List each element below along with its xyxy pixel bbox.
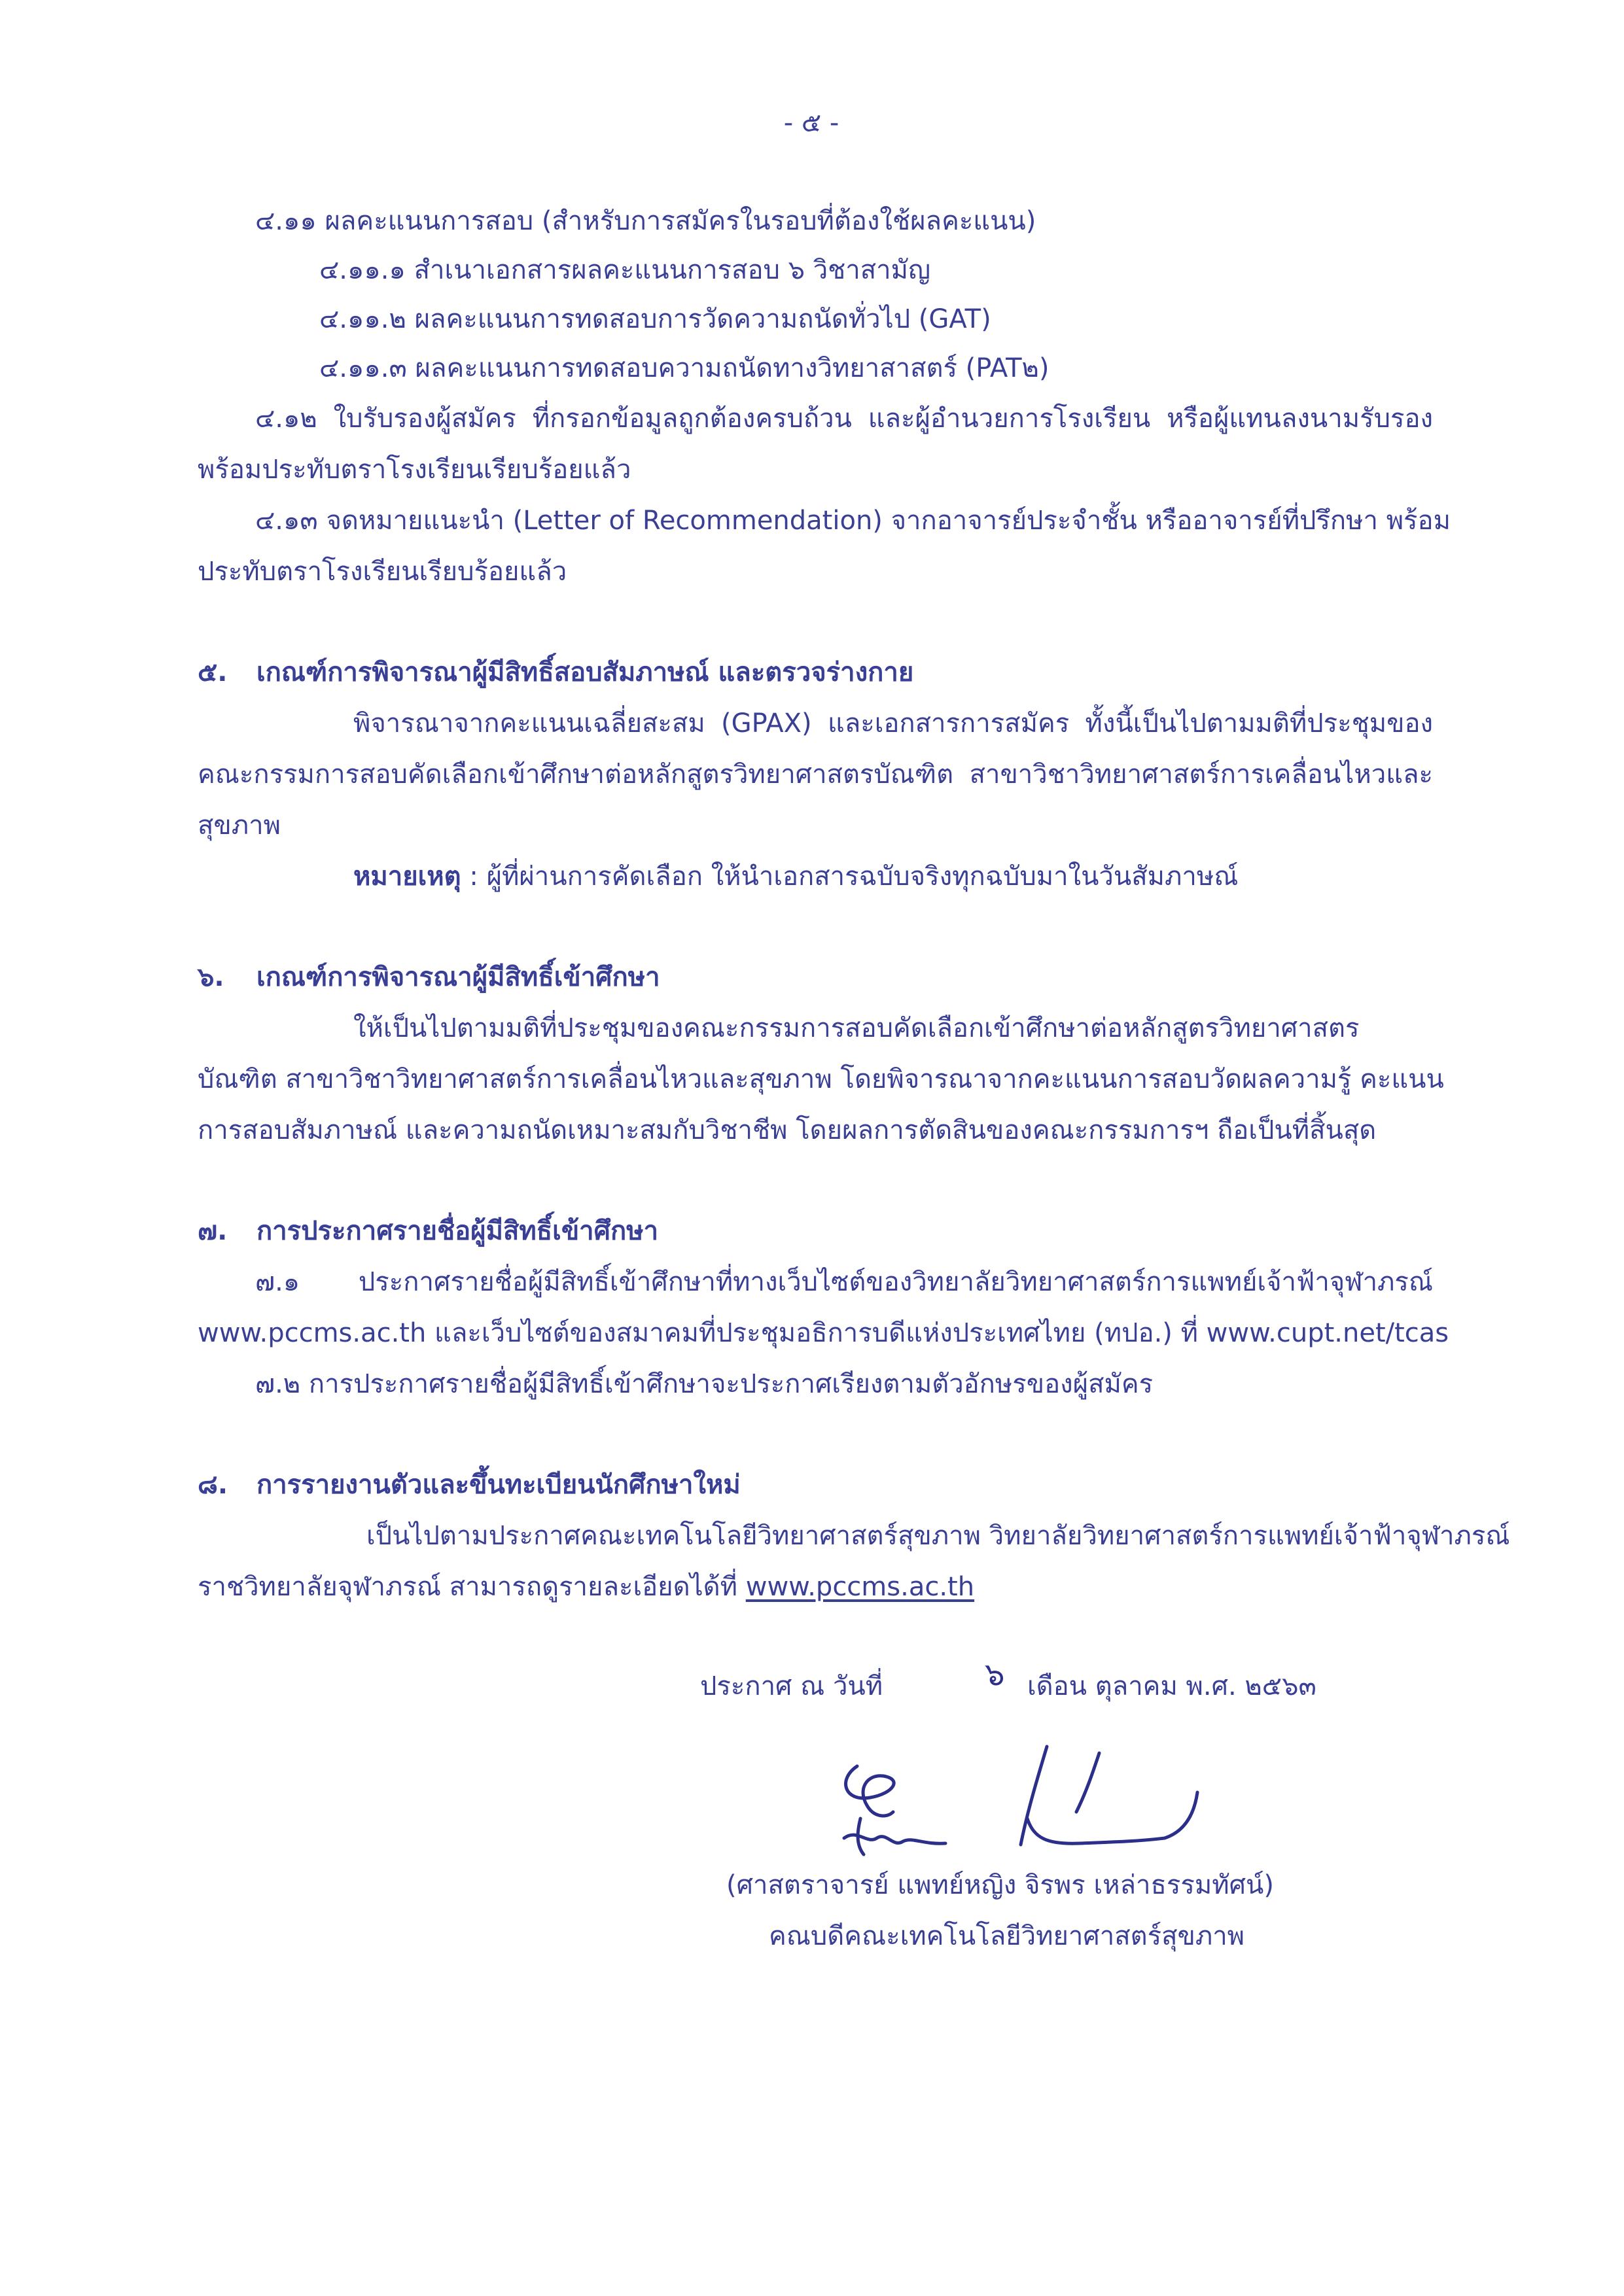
section-5-line3: สุขภาพ (198, 810, 281, 841)
announcement-day: ๖ (985, 1656, 1005, 1693)
signature-stroke-6 (1076, 1753, 1099, 1812)
item-4-13-line2: ประทับตราโรงเรียนเรียบร้อยแล้ว (198, 557, 567, 587)
section-8-line2 (198, 1569, 974, 1605)
section-8-number: ๘. (198, 1470, 228, 1500)
note-label: หมายเหตุ (353, 861, 461, 892)
section-8-line1: เป็นไปตามประกาศคณะเทคโนโลยีวิทยาศาสตร์สุขภาพ วิทยาลัยวิทยาศาสตร์การแพทย์เจ้าฟ้าจุฬาภรณ์ (366, 1521, 1510, 1551)
section-6-line3: การสอบสัมภาษณ์ และความถนัดเหมาะสมกับวิชาชีพ โดยผลการตัดสินของคณะกรรมการฯ ถือเป็นที่สิ้นสุด (198, 1115, 1377, 1145)
item-4-12-line2: พร้อมประทับตราโรงเรียนเรียบร้อยแล้ว (198, 455, 631, 485)
signatory-name: (ศาสตราจารย์ แพทย์หญิง จิรพร เหล่าธรรมทัศน์) (726, 1870, 1274, 1900)
section-7-item2: ๗.๒ การประกาศรายชื่อผู้มีสิทธิ์เข้าศึกษาจะประกาศเรียงตามตัวอักษรของผู้สมัคร (255, 1369, 1154, 1399)
signatory-title: คณบดีคณะเทคโนโลยีวิทยาศาสตร์สุขภาพ (769, 1921, 1245, 1951)
page-number: - ๕ - (783, 108, 839, 138)
item-4-11-title: ๔.๑๑ ผลคะแนนการสอบ (สำหรับการสมัครในรอบที่ต้องใช้ผลคะแนน) (255, 206, 1036, 236)
section-5-heading: เกณฑ์การพิจารณาผู้มีสิทธิ์สอบสัมภาษณ์ และตรวจร่างกาย (256, 657, 914, 687)
item-4-13-line1: ๔.๑๓ จดหมายแนะนำ (Letter of Recommendation) จากอาจารย์ประจำชั้น หรืออาจารย์ที่ปรึกษา พร้อม (255, 506, 1451, 536)
section-6-line2: บัณฑิต สาขาวิชาวิทยาศาสตร์การเคลื่อนไหวและสุขภาพ โดยพิจารณาจากคะแนนการสอบวัดผลความรู้ คะแนน (198, 1064, 1444, 1094)
note-text: : ผู้ที่ผ่านการคัดเลือก ให้นำเอกสารฉบับจริงทุกฉบับมาในวันสัมภาษณ์ (461, 861, 1239, 892)
item-4-12-line1: ๔.๑๒ ใบรับรองผู้สมัคร ที่กรอกข้อมูลถูกต้องครบถ้วน และผู้อำนวยการโรงเรียน หรือผู้แทนลงนามรับรอง (255, 404, 1433, 434)
section-7-item1-line1: ๗.๑ ประกาศรายชื่อผู้มีสิทธิ์เข้าศึกษาที่ทางเว็บไซต์ของวิทยาลัยวิทยาศาสตร์การแพทย์เจ้าฟ้าจุฬาภรณ์ (255, 1267, 1433, 1297)
section-7-heading: การประกาศรายชื่อผู้มีสิทธิ์เข้าศึกษา (256, 1216, 659, 1246)
section-6-line1: ให้เป็นไปตามมติที่ประชุมของคณะกรรมการสอบคัดเลือกเข้าศึกษาต่อหลักสูตรวิทยาศาสตร (353, 1013, 1360, 1043)
item-4-11-1: ๔.๑๑.๑ สำเนาเอกสารผลคะแนนการสอบ ๖ วิชาสามัญ (319, 255, 931, 285)
signature-stroke-1 (846, 1766, 894, 1816)
section-5-line1: พิจารณาจากคะแนนเฉลี่ยสะสม (GPAX) และเอกสารการสมัคร ทั้งนี้เป็นไปตามมติที่ประชุมของ (353, 708, 1433, 739)
section-8-line2-text: ราชวิทยาลัยจุฬาภรณ์ สามารถดูรายละเอียดได้ที่ (198, 1572, 746, 1602)
item-4-11-2: ๔.๑๑.๒ ผลคะแนนการทดสอบการวัดความถนัดทั่วไป (GAT) (319, 304, 991, 334)
section-8-heading: การรายงานตัวและขึ้นทะเบียนนักศึกษาใหม่ (256, 1470, 741, 1500)
section-5-line2: คณะกรรมการสอบคัดเลือกเข้าศึกษาต่อหลักสูตรวิทยาศาสตรบัณฑิต สาขาวิชาวิทยาศาสตร์การเคลื่อนไหวและ (198, 759, 1433, 790)
announcement-date-prefix: ประกาศ ณ วันที่ (700, 1671, 883, 1701)
signature-image (831, 1740, 1237, 1884)
section-5-note (353, 858, 1238, 895)
item-4-11-3: ๔.๑๑.๓ ผลคะแนนการทดสอบความถนัดทางวิทยาสาสตร์ (PAT๒) (319, 353, 1050, 383)
section-7-item1-line2: www.pccms.ac.th และเว็บไซต์ของสมาคมที่ประชุมอธิการบดีแห่งประเทศไทย (ทปอ.) ที่ www.cupt.net/tcas (198, 1318, 1449, 1348)
signature-stroke-5 (1027, 1792, 1197, 1843)
section-6-heading: เกณฑ์การพิจารณาผู้มีสิทธิ์เข้าศึกษา (256, 962, 660, 992)
section-6-number: ๖. (198, 962, 224, 992)
pccms-website-link[interactable]: www.pccms.ac.th (745, 1572, 975, 1602)
section-7-number: ๗. (198, 1216, 228, 1246)
announcement-date-suffix: เดือน ตุลาคม พ.ศ. ๒๕๖๓ (1027, 1671, 1316, 1701)
section-5-number: ๕. (198, 657, 228, 687)
